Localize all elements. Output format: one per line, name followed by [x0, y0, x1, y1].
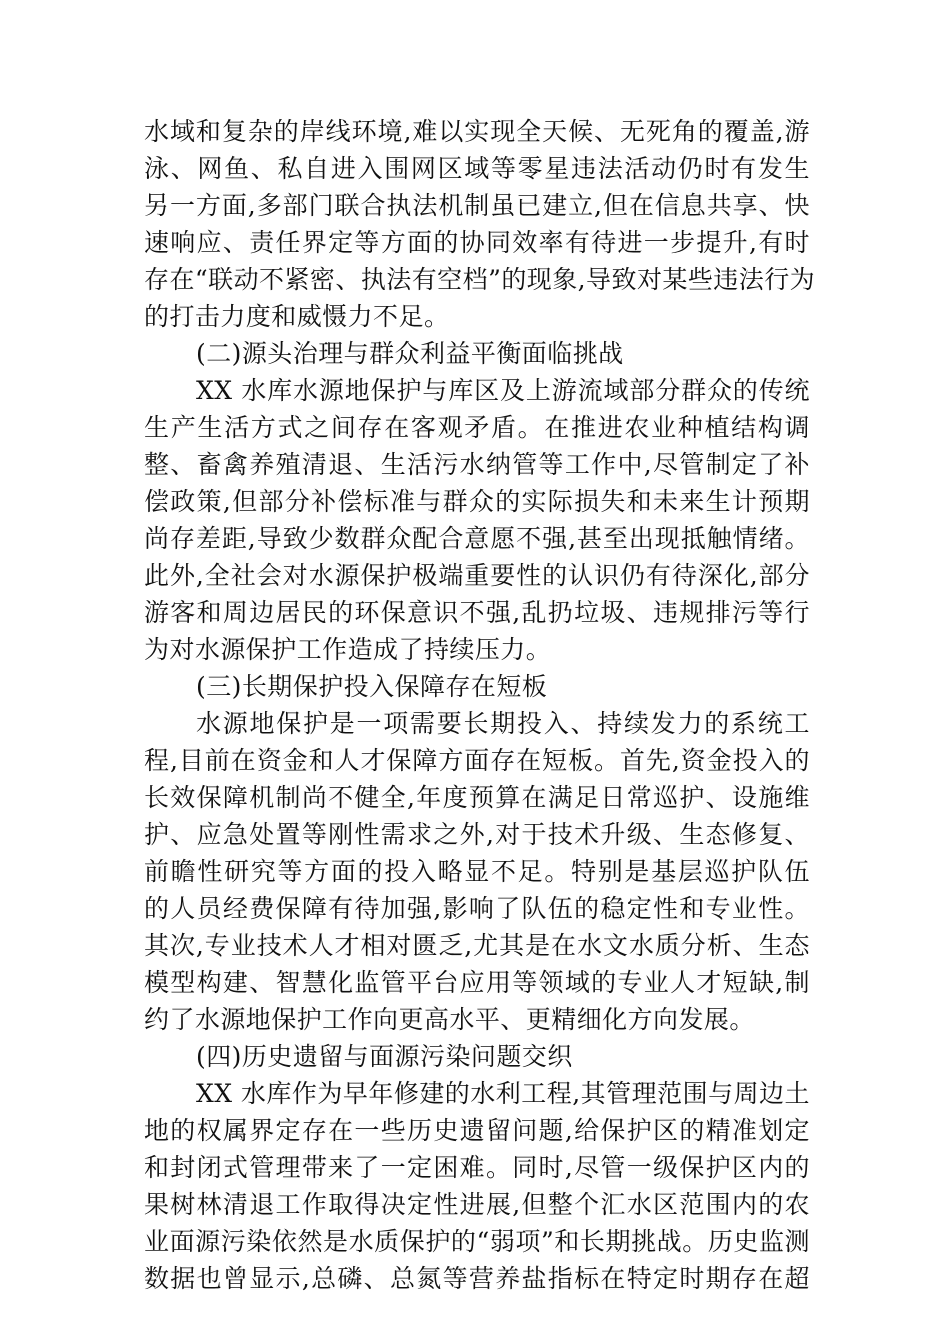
text-line: 生产生活方式之间存在客观矛盾。在推进农业种植结构调: [144, 413, 810, 442]
text-line: 存在“联动不紧密、执法有空档”的现象,导致对某些违法行为: [144, 265, 816, 294]
text-line: 果树林清退工作取得决定性进展,但整个汇水区范围内的农: [144, 1190, 810, 1219]
text-line: XX 水库作为早年修建的水利工程,其管理范围与周边土: [196, 1079, 810, 1108]
text-line: 游客和周边居民的环保意识不强,乱扔垃圾、违规排污等行: [144, 598, 810, 627]
text-line: 模型构建、智慧化监管平台应用等领域的专业人才短缺,制: [144, 968, 810, 997]
paragraph: [144, 372, 810, 668]
paragraph: [144, 113, 816, 335]
text-line: 前瞻性研究等方面的投入略显不足。特别是基层巡护队伍: [144, 857, 810, 886]
section-heading: [144, 1038, 810, 1075]
text-line: 数据也曾显示,总磷、总氮等营养盐指标在特定时期存在超: [144, 1264, 810, 1293]
text-line: 水源地保护是一项需要长期投入、持续发力的系统工: [196, 709, 810, 738]
text-line: 地的权属界定存在一些历史遗留问题,给保护区的精准划定: [144, 1116, 810, 1145]
text-line: 的打击力度和威慑力不足。: [144, 302, 450, 331]
section-heading-text: (四)历史遗留与面源污染问题交织: [196, 1042, 573, 1071]
text-line: 此外,全社会对水源保护极端重要性的认识仍有待深化,部分: [144, 561, 810, 590]
text-line: 整、畜禽养殖清退、生活污水纳管等工作中,尽管制定了补: [144, 450, 810, 479]
text-line: 偿政策,但部分补偿标准与群众的实际损失和未来生计预期: [144, 487, 810, 516]
section-heading-text: (二)源头治理与群众利益平衡面临挑战: [196, 339, 624, 368]
text-line: 其次,专业技术人才相对匮乏,尤其是在水文水质分析、生态: [144, 931, 810, 960]
section-heading: [144, 668, 810, 705]
text-line: 护、应急处置等刚性需求之外,对于技术升级、生态修复、: [144, 820, 810, 849]
paragraph: [144, 1075, 810, 1297]
paragraph: [144, 705, 810, 1038]
text-line: 水域和复杂的岸线环境,难以实现全天候、无死角的覆盖,游: [144, 117, 810, 146]
text-line: 尚存差距,导致少数群众配合意愿不强,甚至出现抵触情绪。: [144, 524, 810, 553]
text-line: 程,目前在资金和人才保障方面存在短板。首先,资金投入的: [144, 746, 810, 775]
section-heading-text: (三)长期保护投入保障存在短板: [196, 672, 548, 701]
text-line: 的人员经费保障有待加强,影响了队伍的稳定性和专业性。: [144, 894, 810, 923]
text-line: 速响应、责任界定等方面的协同效率有待进一步提升,有时: [144, 228, 810, 257]
text-line: 为对水源保护工作造成了持续压力。: [144, 635, 552, 664]
text-line: 业面源污染依然是水质保护的“弱项”和长期挑战。历史监测: [144, 1227, 810, 1256]
text-line: 泳、网鱼、私自进入围网区域等零星违法活动仍时有发生: [144, 154, 810, 183]
text-line: 长效保障机制尚不健全,年度预算在满足日常巡护、设施维: [144, 783, 810, 812]
section-heading: [144, 335, 810, 372]
text-line: 约了水源地保护工作向更高水平、更精细化方向发展。: [144, 1005, 755, 1034]
text-line: 和封闭式管理带来了一定困难。同时,尽管一级保护区内的: [144, 1153, 810, 1182]
text-line: XX 水库水源地保护与库区及上游流域部分群众的传统: [196, 376, 810, 405]
document-body: [144, 113, 816, 1297]
text-line: 另一方面,多部门联合执法机制虽已建立,但在信息共享、快: [144, 191, 810, 220]
